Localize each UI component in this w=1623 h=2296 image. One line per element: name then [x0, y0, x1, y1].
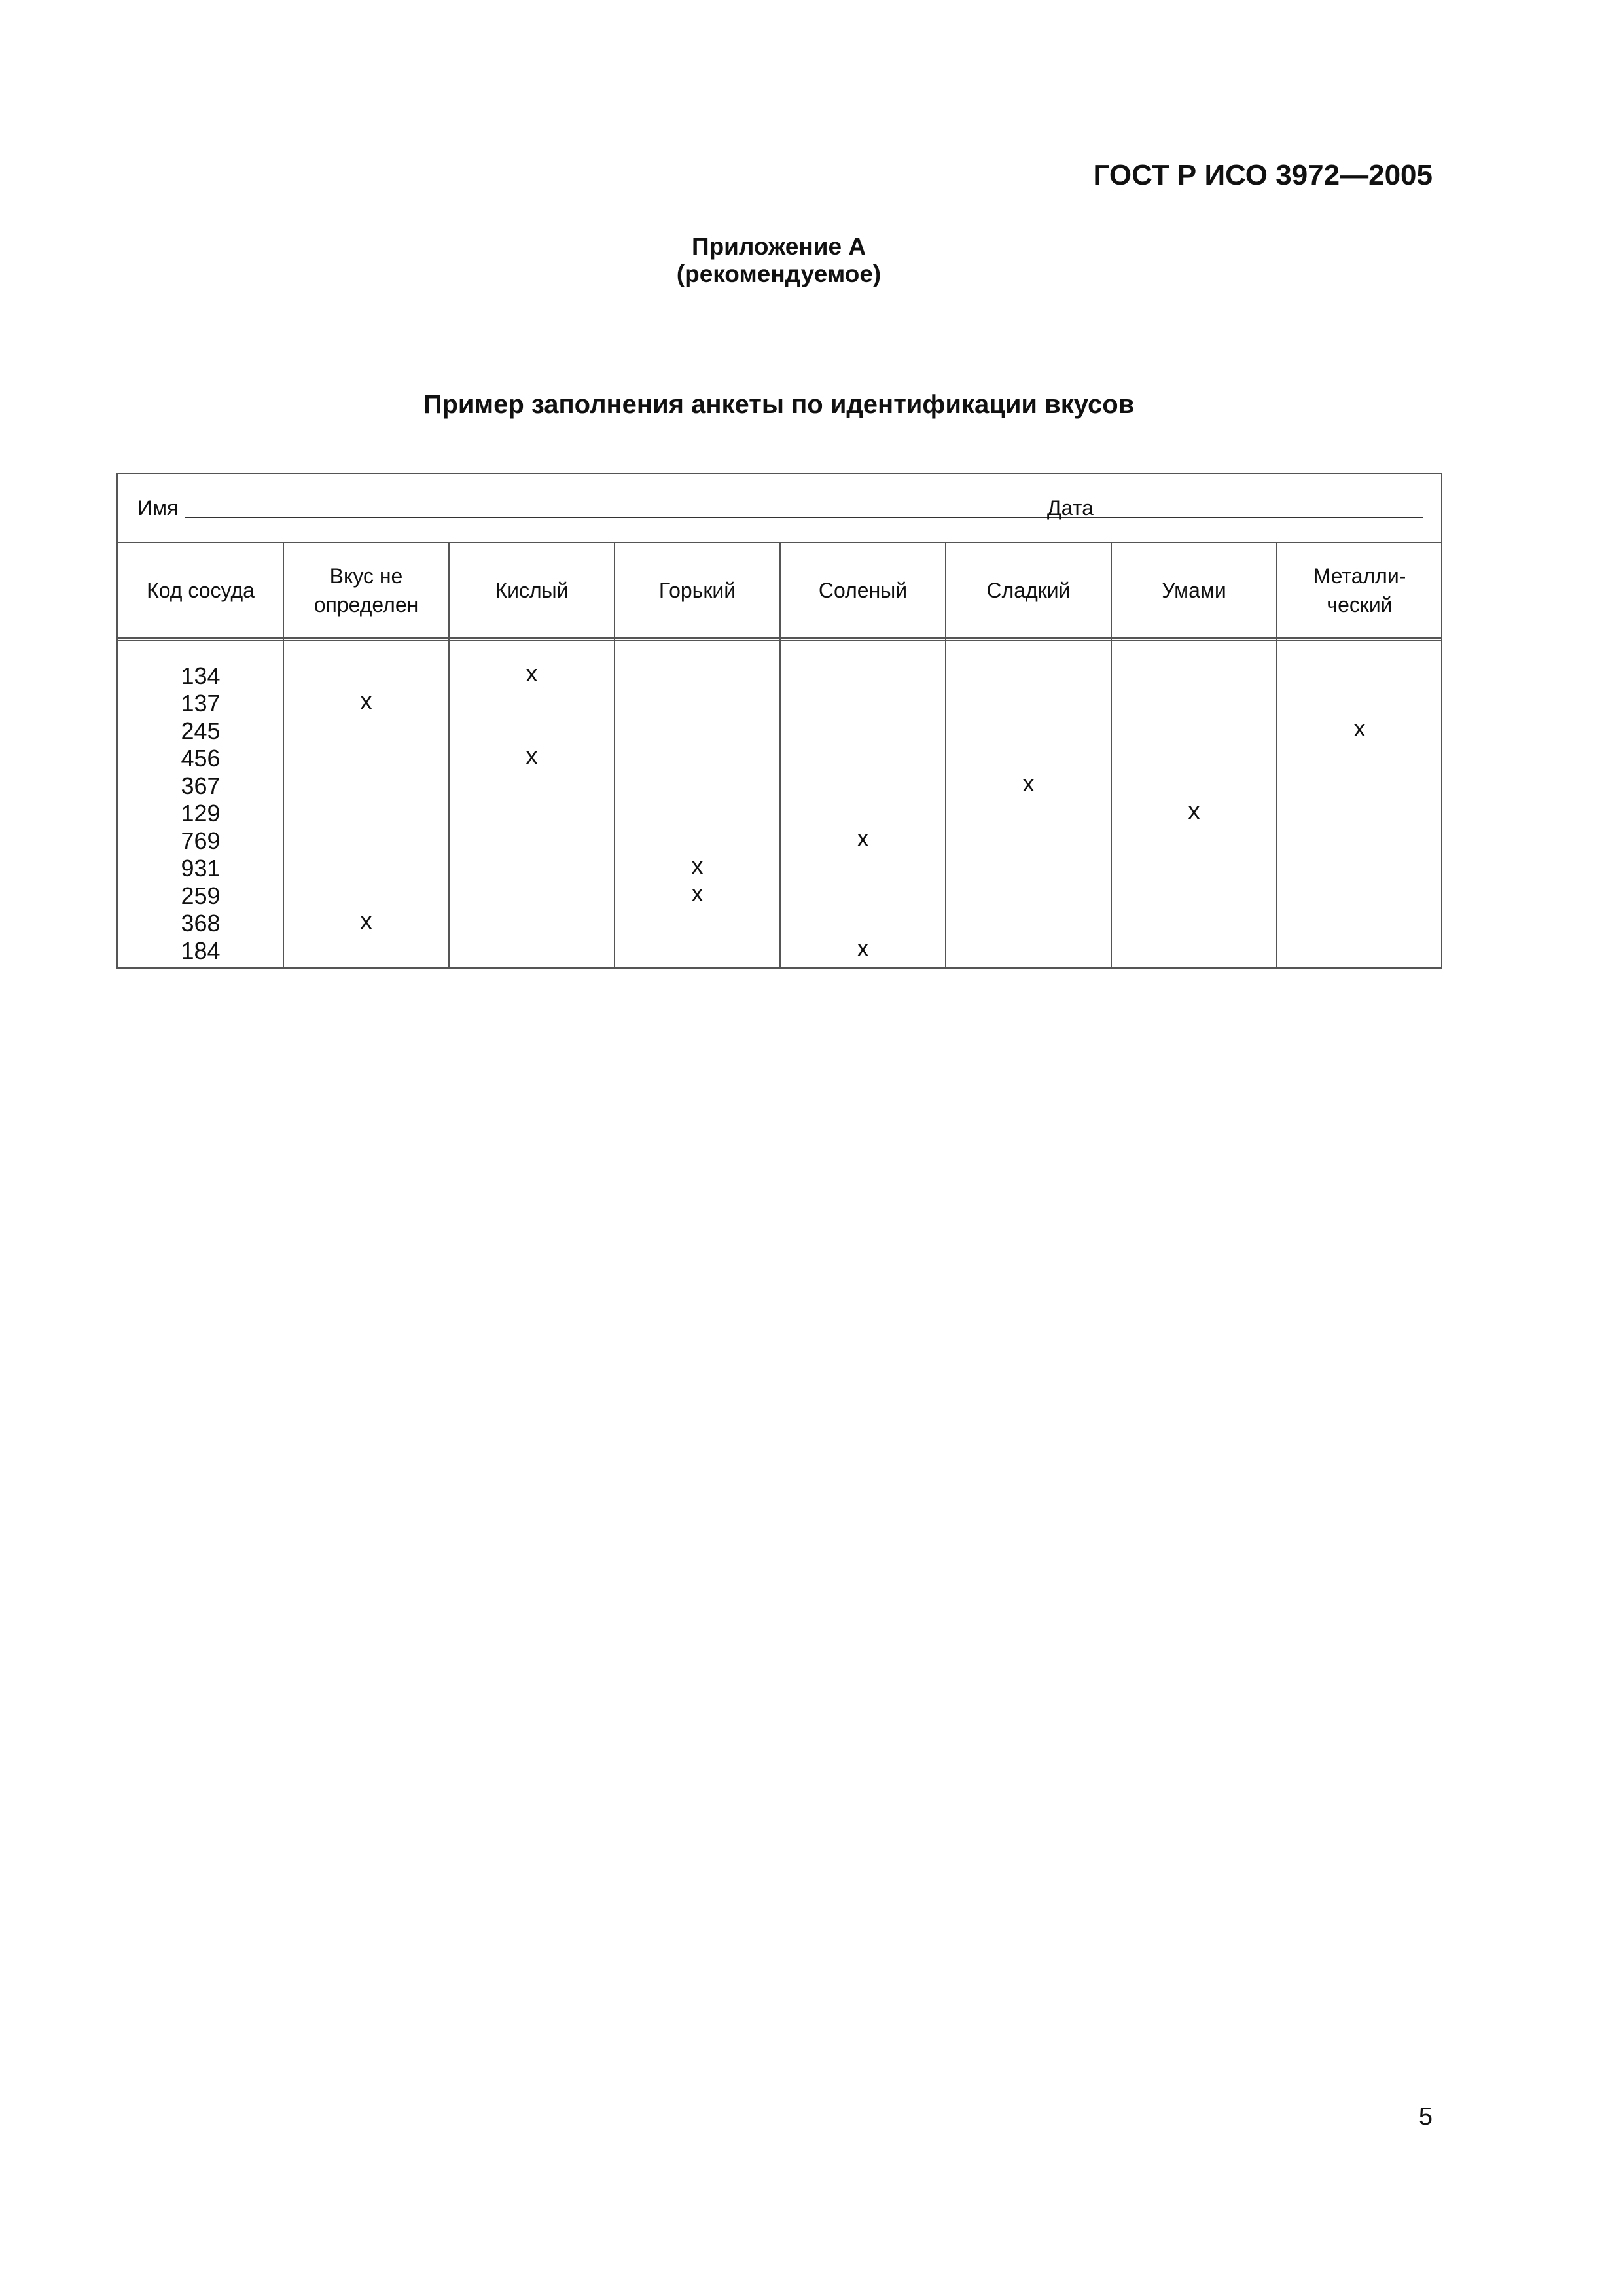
date-field-line	[1111, 517, 1423, 518]
document-title: Пример заполнения анкеты по идентификации вкусов	[423, 390, 1135, 419]
date-label: Дата	[1047, 496, 1094, 520]
vessel-code: 931	[181, 855, 221, 882]
name-label: Имя	[137, 496, 179, 520]
vessel-code: 769	[181, 827, 221, 854]
taste-identification-form	[116, 473, 1442, 969]
vessel-code: 367	[181, 772, 221, 799]
column-header-undetermined: Вкус не определен	[313, 564, 419, 617]
column-header-sour: Кислый	[495, 579, 569, 602]
column-header-salty: Соленый	[818, 579, 908, 602]
taste-mark-undetermined-368: x	[360, 907, 372, 934]
vessel-code: 129	[181, 800, 221, 827]
vessel-code: 184	[181, 937, 221, 964]
taste-mark-undetermined-137: x	[360, 687, 372, 714]
taste-mark-sour-134: x	[526, 660, 538, 687]
vessel-code: 245	[181, 717, 221, 744]
taste-mark-bitter-259: x	[691, 880, 704, 906]
page-number: 5	[1418, 2103, 1433, 2130]
column-header-code: Код сосуда	[147, 579, 255, 602]
appendix-title: Приложение А	[691, 233, 866, 260]
column-header-metallic: Металли- ческий	[1313, 564, 1406, 617]
column-header-sweet: Сладкий	[986, 579, 1071, 602]
name-field-line	[185, 517, 1111, 518]
taste-mark-bitter-931: x	[691, 852, 704, 879]
taste-mark-salty-769: x	[857, 825, 869, 852]
vessel-code: 368	[181, 910, 221, 937]
table-body	[118, 641, 1441, 967]
taste-mark-salty-184: x	[857, 935, 869, 961]
vessel-code: 456	[181, 745, 221, 772]
name-date-row	[118, 474, 1441, 543]
vessel-code: 137	[181, 690, 221, 717]
standard-code: ГОСТ Р ИСО 3972—2005	[1093, 159, 1433, 191]
column-header-bitter: Горький	[658, 579, 736, 602]
taste-mark-sweet-367: x	[1022, 770, 1035, 797]
appendix-subtitle: (рекомендуемое)	[676, 260, 882, 287]
taste-mark-metallic-245: x	[1353, 715, 1366, 742]
taste-mark-sour-456: x	[526, 742, 538, 769]
vessel-code: 259	[181, 882, 221, 909]
column-header-umami: Умами	[1162, 579, 1226, 602]
taste-mark-umami-129: x	[1188, 797, 1200, 824]
vessel-code: 134	[181, 662, 221, 689]
